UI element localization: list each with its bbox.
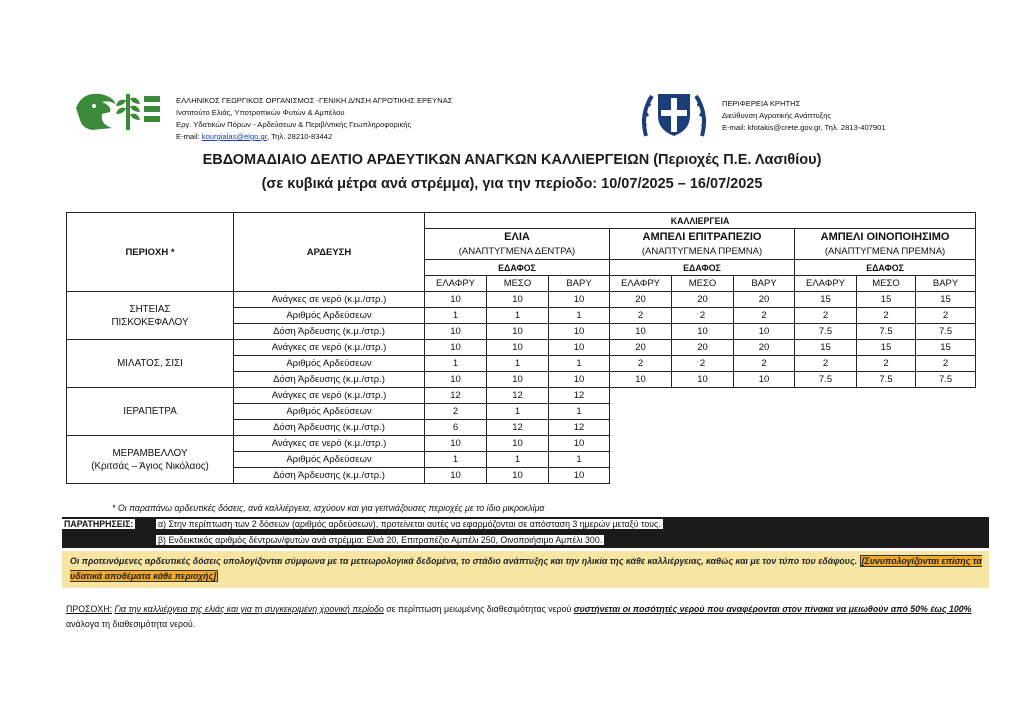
value-cell: 7.5: [857, 372, 916, 388]
header-left-org: ΕΛΛΗΝΙΚΟΣ ΓΕΩΡΓΙΚΟΣ ΟΡΓΑΝΙΣΜΟΣ -ΓΕΝΙΚΗ Δ/ΝΣΗ ΑΓΡΟΤΙΚΗΣ ΕΡΕΥΝΑΣ: [176, 96, 453, 105]
soil-light: ΕΛΑΦΡΥ: [795, 276, 857, 292]
value-cell: 12: [549, 388, 610, 404]
value-cell: 15: [795, 340, 857, 356]
value-cell: 2: [734, 308, 795, 324]
page-title: ΕΒΔΟΜΑΔΙΑΙΟ ΔΕΛΤΙΟ ΑΡΔΕΥΤΙΚΩΝ ΑΝΑΓΚΩΝ ΚΑΛΛΙΕΡΓΕΙΩΝ (Περιοχές Π.Ε. Λασιθίου): [202, 152, 822, 168]
value-cell: 2: [795, 356, 857, 372]
value-cell: 10: [549, 436, 610, 452]
empty-cell: [610, 436, 672, 452]
page-subtitle: (σε κυβικά μέτρα ανά στρέμμα), για την περίοδο: 10/07/2025 – 16/07/2025: [261, 176, 763, 192]
empty-cell: [857, 404, 916, 420]
email-label: E-mail:: [176, 132, 202, 141]
empty-cell: [916, 436, 976, 452]
col-header-crops: ΚΑΛΛΙΕΡΓΕΙΑ: [425, 213, 976, 229]
empty-cell: [916, 468, 976, 484]
value-cell: 12: [487, 420, 549, 436]
empty-cell: [857, 452, 916, 468]
irrigation-metric-label: Αριθμός Αρδεύσεων: [234, 356, 425, 372]
value-cell: 15: [795, 292, 857, 308]
value-cell: 1: [425, 452, 487, 468]
value-cell: 7.5: [795, 324, 857, 340]
value-cell: 20: [610, 292, 672, 308]
value-cell: 10: [425, 468, 487, 484]
empty-cell: [734, 468, 795, 484]
empty-cell: [916, 388, 976, 404]
region-name-line: ΣΗΤΕΙΑΣ: [129, 303, 171, 315]
empty-cell: [734, 452, 795, 468]
empty-cell: [672, 404, 734, 420]
soil-heavy: ΒΑΡΥ: [734, 276, 795, 292]
irrigation-metric-label: Δόση Άρδευσης (κ.μ./στρ.): [234, 468, 425, 484]
header-right-contact: E-mail: kfotakis@crete.gov.gr, Τηλ. 2813-407901: [722, 123, 886, 132]
empty-cell: [610, 420, 672, 436]
value-cell: 7.5: [916, 324, 976, 340]
value-cell: 2: [610, 308, 672, 324]
coat-of-arms-icon: [638, 86, 710, 142]
calc-note: [70, 554, 985, 584]
empty-cell: [916, 404, 976, 420]
value-cell: 12: [425, 388, 487, 404]
value-cell: 10: [487, 292, 549, 308]
value-cell: 20: [734, 292, 795, 308]
region-name-line: ΜΕΡΑΜΒΕΛΛΟΥ: [112, 447, 188, 459]
value-cell: 10: [487, 340, 549, 356]
value-cell: 1: [425, 308, 487, 324]
irrigation-metric-label: Δόση Άρδευσης (κ.μ./στρ.): [234, 372, 425, 388]
value-cell: 2: [672, 356, 734, 372]
region-name-line: ΠΙΣΚΟΚΕΦΑΛΟΥ: [111, 316, 189, 328]
crop-wine-grape: ΑΜΠΕΛΙ ΟΙΝΟΠΟΙΗΣΙΜΟ: [795, 229, 976, 245]
soil-medium: ΜΕΣΟ: [857, 276, 916, 292]
value-cell: 10: [734, 372, 795, 388]
observations-label: ΠΑΡΑΤΗΡΗΣΕΙΣ:: [64, 519, 134, 529]
footnote: * Οι παραπάνω αρδευτικές δόσεις, ανά καλλιέργεια, ισχύουν και για γειτνιάζουσες περιοχές με το ίδιο μικροκλίμα: [112, 503, 545, 513]
header-left: [176, 95, 452, 143]
value-cell: 10: [549, 468, 610, 484]
soil-label: ΕΔΑΦΟΣ: [795, 260, 976, 276]
elgo-logo-icon: [72, 88, 164, 134]
irrigation-metric-label: Αριθμός Αρδεύσεων: [234, 404, 425, 420]
value-cell: 7.5: [916, 372, 976, 388]
header-right-org: ΠΕΡΙΦΕΡΕΙΑ ΚΡΗΤΗΣ: [722, 99, 801, 108]
header-right: [722, 98, 886, 134]
region-name: [67, 436, 234, 484]
empty-cell: [734, 388, 795, 404]
empty-cell: [672, 436, 734, 452]
soil-medium: ΜΕΣΟ: [487, 276, 549, 292]
empty-cell: [672, 468, 734, 484]
soil-light: ΕΛΑΦΡΥ: [610, 276, 672, 292]
region-name: [67, 340, 234, 388]
empty-cell: [672, 452, 734, 468]
empty-cell: [672, 420, 734, 436]
value-cell: 2: [795, 308, 857, 324]
value-cell: 20: [610, 340, 672, 356]
region-name-line: ΙΕΡΑΠΕΤΡΑ: [123, 406, 177, 417]
table-row: [67, 340, 976, 356]
irrigation-metric-label: Ανάγκες σε νερό (κ.μ./στρ.): [234, 436, 425, 452]
value-cell: 15: [857, 340, 916, 356]
email-link[interactable]: kourgialas@elgo.gr: [201, 132, 267, 141]
soil-label: ΕΔΑΦΟΣ: [425, 260, 610, 276]
crop-table-grape: ΑΜΠΕΛΙ ΕΠΙΤΡΑΠΕΖΙΟ: [610, 229, 795, 245]
irrigation-metric-label: Ανάγκες σε νερό (κ.μ./στρ.): [234, 292, 425, 308]
table-row: [67, 388, 976, 404]
value-cell: 10: [487, 468, 549, 484]
attention-underlined-1: Για την καλλιέργεια της ελιάς και για τη συγκεκριμένη χρονική περίοδο: [114, 604, 384, 614]
irrigation-metric-label: Ανάγκες σε νερό (κ.μ./στρ.): [234, 340, 425, 356]
soil-heavy: ΒΑΡΥ: [549, 276, 610, 292]
empty-cell: [857, 388, 916, 404]
attention-middle: σε περίπτωση μειωμένης διαθεσιμότητας νερού: [383, 604, 574, 614]
value-cell: 1: [549, 356, 610, 372]
crop-olive-sub: (ΑΝΑΠΤΥΓΜΕΝΑ ΔΕΝΤΡΑ): [425, 244, 610, 260]
empty-cell: [610, 452, 672, 468]
table-row: [67, 292, 976, 308]
table-row: [67, 436, 976, 452]
value-cell: 1: [549, 452, 610, 468]
irrigation-metric-label: Αριθμός Αρδεύσεων: [234, 308, 425, 324]
irrigation-metric-label: Ανάγκες σε νερό (κ.μ./στρ.): [234, 388, 425, 404]
observation-a: α) Στην περίπτωση των 2 δόσεων (αριθμός αρδεύσεων), προτείνεται αυτές να εφαρμόζονται σε απόσταση 3 ημερών μεταξύ τους.: [158, 519, 661, 529]
crop-table-grape-sub: (ΑΝΑΠΤΥΓΜΕΝΑ ΠΡΕΜΝΑ): [610, 244, 795, 260]
irrigation-table: [66, 212, 976, 484]
value-cell: 20: [734, 340, 795, 356]
value-cell: 10: [672, 324, 734, 340]
attention-underlined-2: συστήνεται οι ποσότητές νερού που αναφέρονται στον πίνακα να μειωθούν από 50% έως 100%: [573, 604, 972, 614]
value-cell: 20: [672, 340, 734, 356]
region-name: [67, 388, 234, 436]
value-cell: 10: [610, 372, 672, 388]
value-cell: 10: [734, 324, 795, 340]
soil-label: ΕΔΑΦΟΣ: [610, 260, 795, 276]
value-cell: 1: [549, 404, 610, 420]
value-cell: 6: [425, 420, 487, 436]
empty-cell: [734, 404, 795, 420]
value-cell: 10: [549, 292, 610, 308]
value-cell: 10: [487, 324, 549, 340]
value-cell: 1: [425, 356, 487, 372]
greek-emblem: [638, 86, 710, 142]
value-cell: 10: [549, 340, 610, 356]
value-cell: 7.5: [857, 324, 916, 340]
soil-medium: ΜΕΣΟ: [672, 276, 734, 292]
value-cell: 10: [487, 372, 549, 388]
header-left-dept: Εργ. Υδατικών Πόρων - Αρδεύσεων & Περιβ/ντικής Γεωπληροφορικής: [176, 120, 412, 129]
observations-box: [62, 517, 989, 548]
empty-cell: [734, 436, 795, 452]
region-name: [67, 292, 234, 340]
value-cell: 2: [672, 308, 734, 324]
value-cell: 12: [487, 388, 549, 404]
irrigation-metric-label: Αριθμός Αρδεύσεων: [234, 452, 425, 468]
value-cell: 2: [425, 404, 487, 420]
value-cell: 10: [672, 372, 734, 388]
empty-cell: [795, 404, 857, 420]
empty-cell: [734, 420, 795, 436]
value-cell: 15: [857, 292, 916, 308]
header-right-dept: Διεύθυνση Αγροτικής Ανάπτυξης: [722, 111, 832, 120]
value-cell: 12: [549, 420, 610, 436]
attention-note: [66, 602, 991, 632]
irrigation-metric-label: Δόση Άρδευσης (κ.μ./στρ.): [234, 324, 425, 340]
irrigation-metric-label: Δόση Άρδευσης (κ.μ./στρ.): [234, 420, 425, 436]
value-cell: 15: [916, 340, 976, 356]
value-cell: 10: [487, 436, 549, 452]
calc-note-box: [62, 551, 989, 588]
value-cell: 10: [425, 436, 487, 452]
value-cell: 2: [916, 308, 976, 324]
empty-cell: [916, 420, 976, 436]
value-cell: 10: [425, 340, 487, 356]
header-left-institute: Ινστιτούτο Ελιάς, Υποτροπικών Φυτών & Αμπέλου: [176, 108, 345, 117]
empty-cell: [610, 468, 672, 484]
value-cell: 2: [857, 308, 916, 324]
calc-note-highlight: [Συνυπολογίζονται επίσης τα υδατικά αποθέματα κάθε περιοχής]: [70, 556, 982, 581]
crop-olive: ΕΛΙΑ: [425, 229, 610, 245]
empty-cell: [857, 468, 916, 484]
value-cell: 20: [672, 292, 734, 308]
value-cell: 10: [425, 372, 487, 388]
value-cell: 1: [487, 308, 549, 324]
value-cell: 1: [487, 356, 549, 372]
observation-b: β) Ενδεικτικός αριθμός δέντρων/φυτών ανά στρέμμα: Ελιά 20, Επιτραπέζιο Αμπέλι 250, Οινοποιήσιμο Αμπέλι 300.: [158, 535, 603, 545]
value-cell: 2: [916, 356, 976, 372]
value-cell: 2: [610, 356, 672, 372]
empty-cell: [795, 420, 857, 436]
value-cell: 1: [487, 404, 549, 420]
crop-wine-grape-sub: (ΑΝΑΠΤΥΓΜΕΝΑ ΠΡΕΜΝΑ): [795, 244, 976, 260]
value-cell: 10: [610, 324, 672, 340]
value-cell: 10: [549, 372, 610, 388]
value-cell: 10: [549, 324, 610, 340]
value-cell: 2: [857, 356, 916, 372]
empty-cell: [857, 420, 916, 436]
attention-label: ΠΡΟΣΟΧΗ:: [66, 604, 113, 614]
value-cell: 2: [734, 356, 795, 372]
phone-text: , Τηλ. 28210-83442: [266, 132, 333, 141]
value-cell: 1: [487, 452, 549, 468]
empty-cell: [795, 452, 857, 468]
attention-end: ανάλογα τη διαθεσιμότητα νερού.: [66, 619, 196, 629]
empty-cell: [795, 388, 857, 404]
soil-heavy: ΒΑΡΥ: [916, 276, 976, 292]
empty-cell: [795, 436, 857, 452]
soil-light: ΕΛΑΦΡΥ: [425, 276, 487, 292]
empty-cell: [610, 404, 672, 420]
value-cell: 15: [916, 292, 976, 308]
header-left-contact: [176, 131, 452, 143]
elgo-logo: [72, 88, 164, 134]
col-header-irrigation: ΑΡΔΕΥΣΗ: [234, 213, 425, 292]
empty-cell: [672, 388, 734, 404]
empty-cell: [916, 452, 976, 468]
empty-cell: [857, 436, 916, 452]
empty-cell: [610, 388, 672, 404]
value-cell: 7.5: [795, 372, 857, 388]
region-name-line: (Κριτσάς – Άγιος Νικόλαος): [91, 460, 209, 472]
calc-note-text: Οι προτεινόμενες αρδευτικές δόσεις υπολογίζονται σύμφωνα με τα μετεωρολογικά δεδομένα, το στάδιο ανάπτυξης και την ηλικία της κάθε καλλιέργειας, καθώς και με τον τύπο του εδάφους.: [70, 556, 858, 566]
value-cell: 10: [425, 324, 487, 340]
value-cell: 1: [549, 308, 610, 324]
empty-cell: [795, 468, 857, 484]
col-header-region: ΠΕΡΙΟΧΗ *: [67, 213, 234, 292]
region-name-line: ΜΙΛΑΤΟΣ, ΣΙΣΙ: [117, 358, 183, 369]
value-cell: 10: [425, 292, 487, 308]
